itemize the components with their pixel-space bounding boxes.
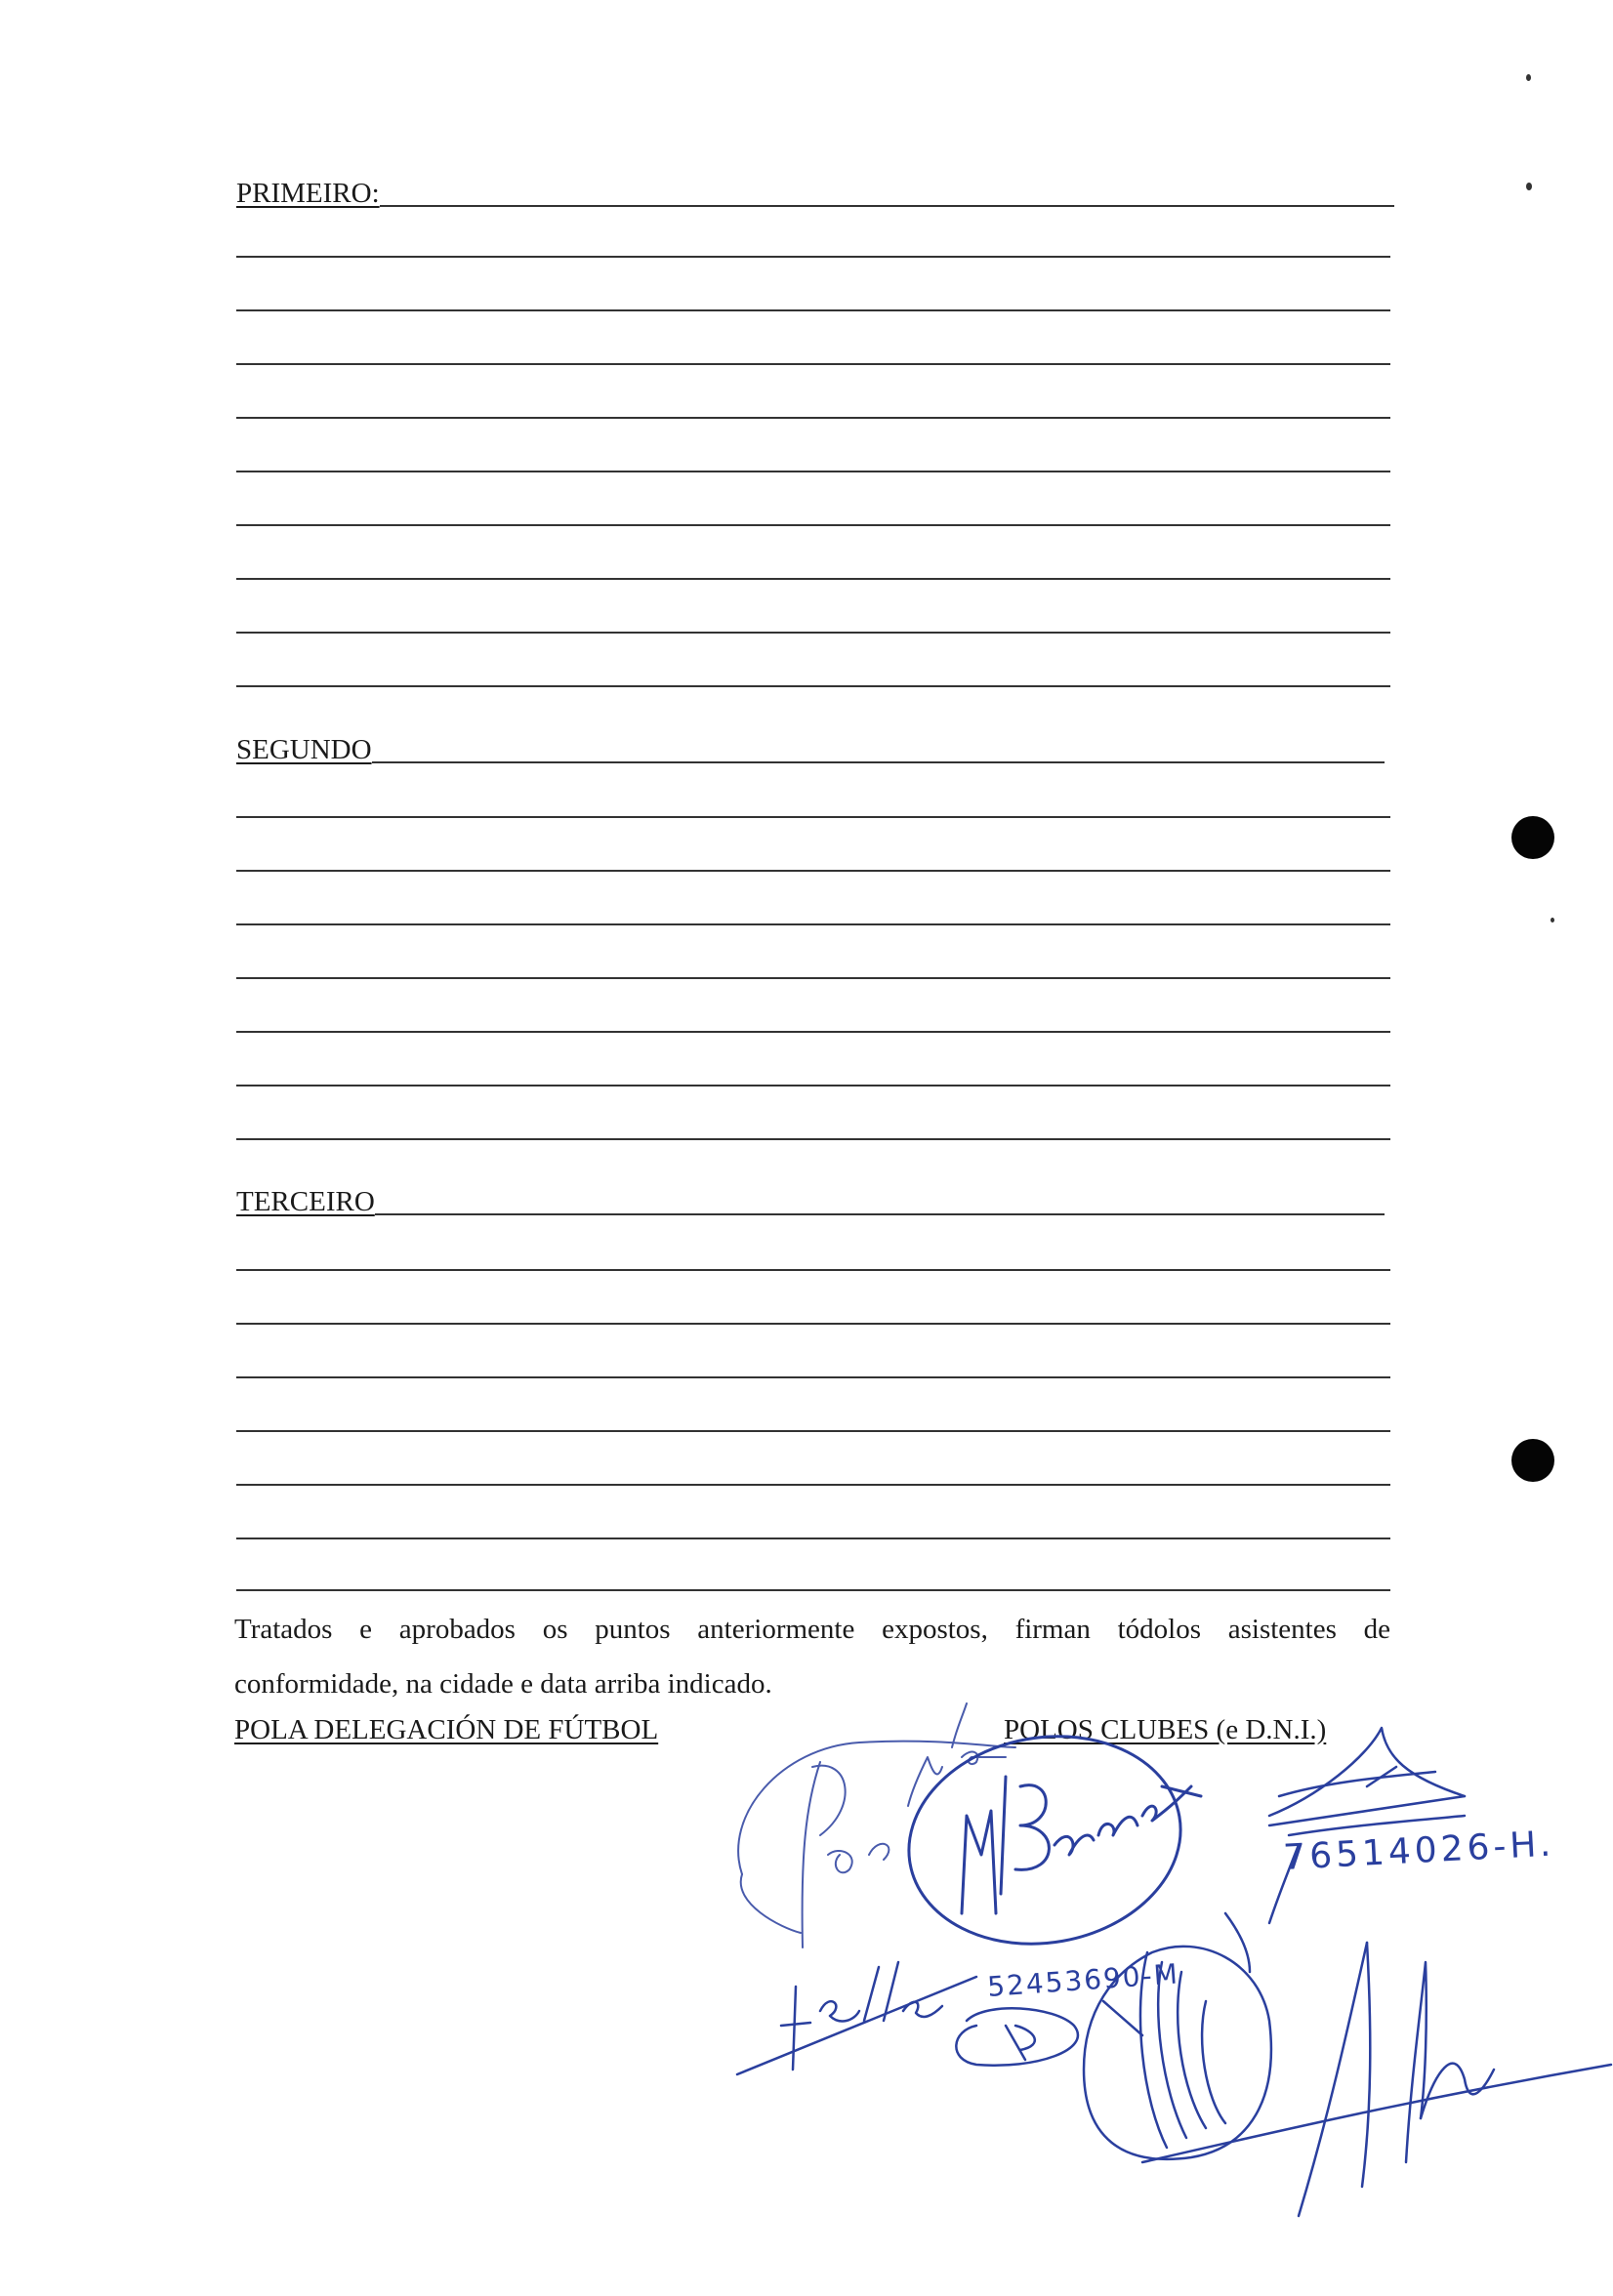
- delegation-signature-label: POLA DELEGACIÓN DE FÚTBOL: [234, 1714, 659, 1745]
- section-terceiro-label: TERCEIRO: [236, 1186, 375, 1217]
- signature-6: [1142, 1845, 1611, 2216]
- signature-3: [1269, 1728, 1465, 1835]
- clubs-signature-label: POLOS CLUBES (e D.N.I.): [1004, 1714, 1327, 1745]
- signature-4: [737, 1962, 976, 2074]
- signature-5: [956, 1913, 1271, 2159]
- signature-1: [738, 1703, 1015, 1948]
- signature-2: [892, 1715, 1201, 1964]
- section-segundo-label: SEGUNDO: [236, 734, 372, 765]
- dni-2-handwritten: 52453690-M: [986, 1957, 1180, 2003]
- section-primeiro-label: PRIMEIRO:: [236, 178, 380, 209]
- closing-line-2: conformidade, na cidade e data arriba indicado.: [234, 1668, 772, 1700]
- dni-1-handwritten: 76514026-H.: [1282, 1824, 1556, 1878]
- closing-line-1: Tratados e aprobados os puntos anteriormente expostos, firman tódolos asistentes de: [234, 1614, 1390, 1645]
